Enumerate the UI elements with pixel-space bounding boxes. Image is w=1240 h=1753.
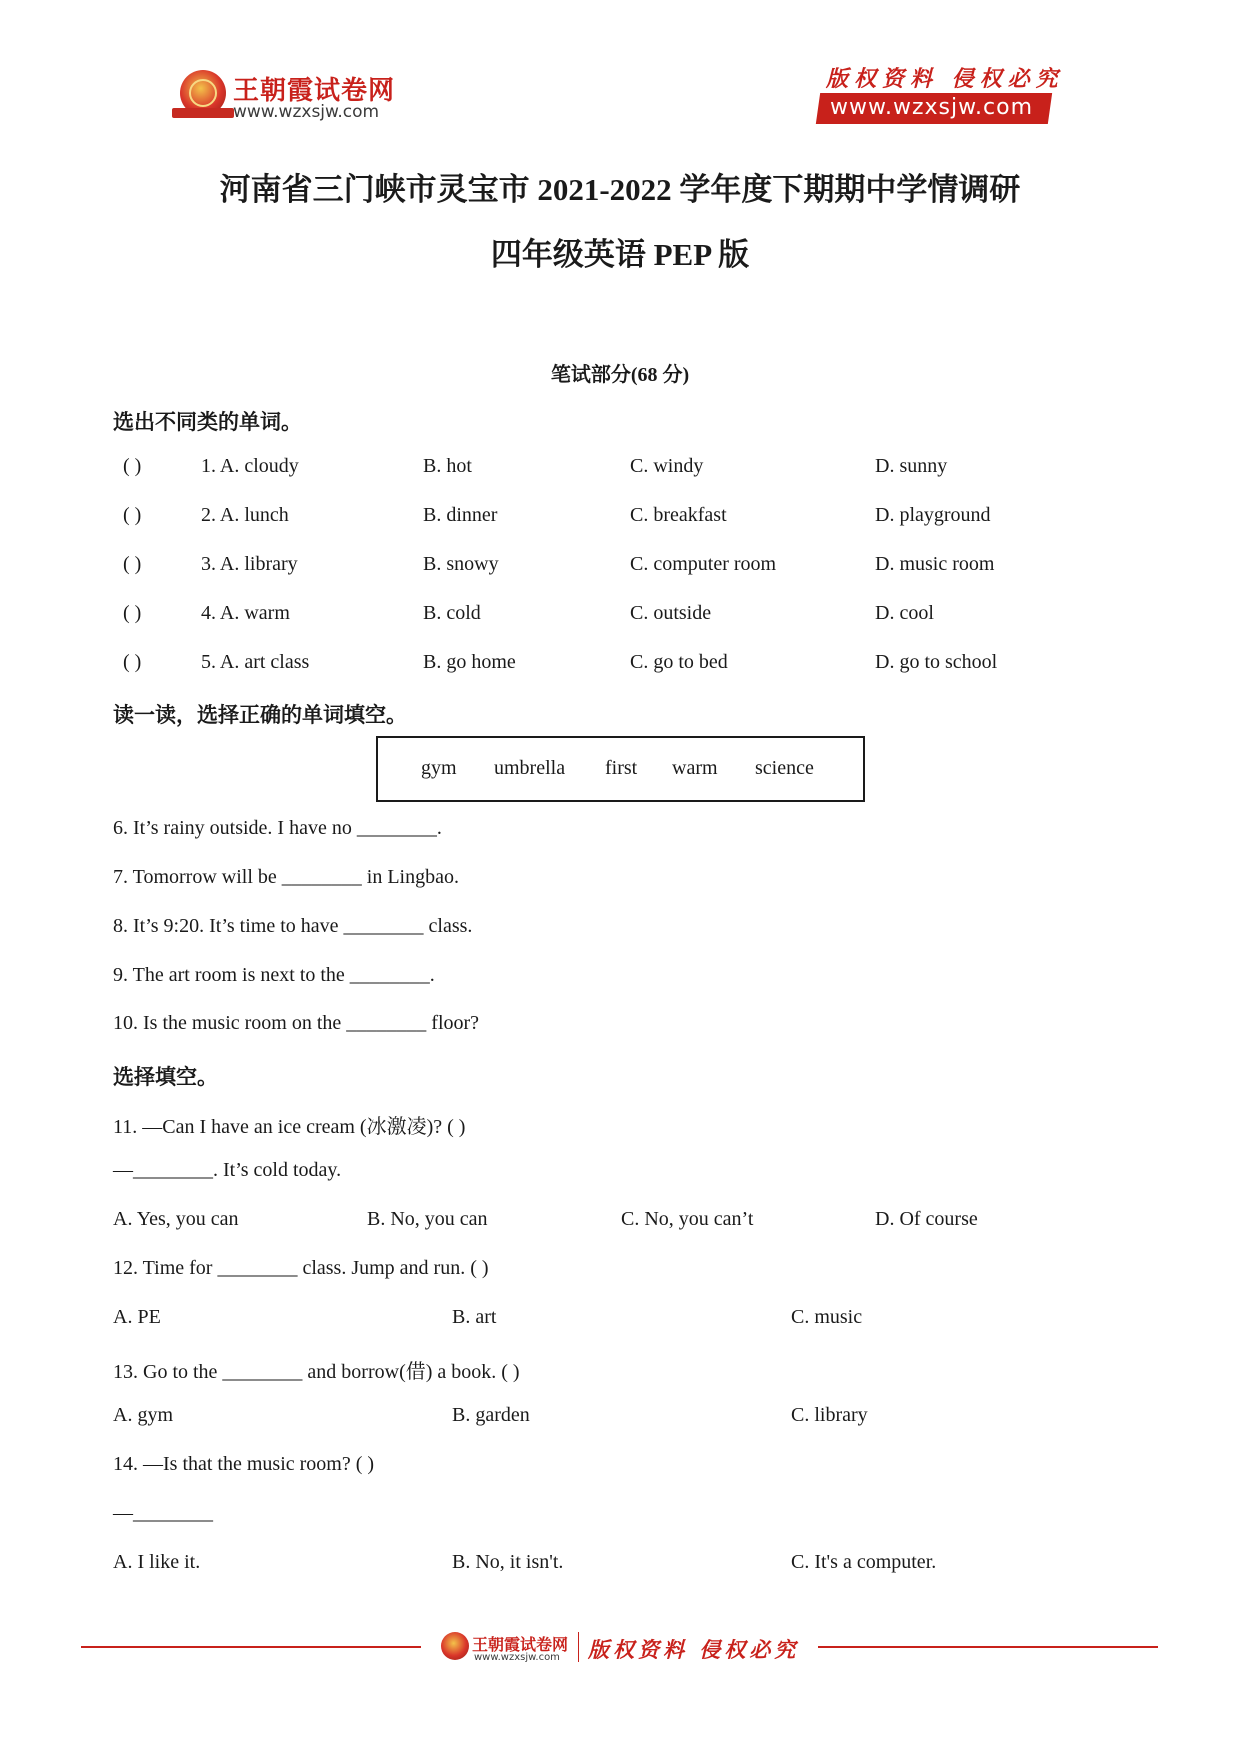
fill-sentence: 7. Tomorrow will be ________ in Lingbao. [113, 866, 459, 888]
page-subtitle: 四年级英语 PEP 版 [490, 237, 750, 272]
logo-url: www.wzxsjw.com [233, 102, 380, 122]
copyright-slogan: 版权资料 侵权必究 [826, 66, 1064, 92]
footer-logo-url: www.wzxsjw.com [474, 1652, 560, 1663]
answer-line: —________ [113, 1502, 213, 1524]
option-a: 5. A. art class [201, 651, 310, 673]
footer-divider [578, 1632, 579, 1662]
word-bank-item: science [755, 757, 814, 779]
page-title: 河南省三门峡市灵宝市 2021-2022 学年度下期期中学情调研 [219, 172, 1021, 207]
question-14: 14. —Is that the music room? ( ) [113, 1453, 375, 1475]
option-c: C. No, you can’t [621, 1208, 754, 1230]
option-a: A. gym [113, 1404, 173, 1426]
footer-rule-left [81, 1646, 421, 1648]
option-b: B. snowy [423, 553, 499, 575]
option-d: D. playground [875, 504, 991, 526]
question-12: 12. Time for ________ class. Jump and run. ( ) [113, 1257, 489, 1279]
fill-sentence: 9. The art room is next to the ________. [113, 964, 435, 986]
option-b: B. cold [423, 602, 481, 624]
option-b: B. hot [423, 455, 472, 477]
word-bank-item: warm [672, 757, 718, 779]
answer-bracket[interactable]: ( ) [123, 651, 142, 673]
option-d: D. go to school [875, 651, 998, 673]
option-a: A. I like it. [113, 1551, 201, 1573]
option-b: B. No, it isn't. [452, 1551, 564, 1573]
option-a: A. PE [113, 1306, 161, 1328]
option-d: D. sunny [875, 455, 948, 477]
option-c: C. go to bed [630, 651, 728, 673]
option-b: B. go home [423, 651, 516, 673]
question-13: 13. Go to the ________ and borrow(借) a book. ( ) [113, 1361, 520, 1383]
option-d: D. cool [875, 602, 934, 624]
option-b: B. garden [452, 1404, 530, 1426]
option-c: C. music [791, 1306, 863, 1328]
part2-heading: 读一读，选择正确的单词填空。 [113, 703, 407, 727]
option-a: 3. A. library [201, 553, 298, 575]
fill-sentence: 8. It’s 9:20. It’s time to have ________ class. [113, 915, 473, 937]
option-a: A. Yes, you can [113, 1208, 239, 1230]
option-c: C. windy [630, 455, 704, 477]
answer-bracket[interactable]: ( ) [123, 553, 142, 575]
part3-heading: 选择填空。 [113, 1065, 218, 1089]
option-c: C. outside [630, 602, 712, 624]
option-b: B. No, you can [367, 1208, 488, 1230]
answer-bracket[interactable]: ( ) [123, 602, 142, 624]
word-bank-item: gym [421, 757, 457, 779]
option-b: B. art [452, 1306, 497, 1328]
question-11: 11. —Can I have an ice cream (冰激凌)? ( ) [113, 1116, 466, 1138]
footer-slogan: 版权资料 侵权必究 [588, 1637, 800, 1662]
option-c: C. library [791, 1404, 868, 1426]
part1-heading: 选出不同类的单词。 [113, 410, 302, 434]
fill-sentence: 10. Is the music room on the ________ floor? [113, 1012, 480, 1034]
written-section-title: 笔试部分(68 分) [550, 364, 690, 386]
option-a: 4. A. warm [201, 602, 290, 624]
logo-ribbon [172, 108, 234, 118]
fill-sentence: 6. It’s rainy outside. I have no ________. [113, 817, 442, 839]
option-d: D. music room [875, 553, 995, 575]
url-badge[interactable]: www.wzxsjw.com [830, 95, 1034, 120]
option-a: 1. A. cloudy [201, 455, 299, 477]
footer-logo-name: 王朝霞试卷网 [472, 1635, 569, 1654]
option-d: D. Of course [875, 1208, 978, 1230]
word-bank-item: first [605, 757, 638, 779]
footer-logo-icon [441, 1632, 469, 1660]
option-b: B. dinner [423, 504, 498, 526]
answer-line: —________. It’s cold today. [113, 1159, 342, 1181]
option-c: C. It's a computer. [791, 1551, 937, 1573]
word-bank-item: umbrella [494, 757, 566, 779]
answer-bracket[interactable]: ( ) [123, 504, 142, 526]
option-c: C. computer room [630, 553, 777, 575]
logo-name: 王朝霞试卷网 [233, 76, 396, 106]
answer-bracket[interactable]: ( ) [123, 455, 142, 477]
footer-rule-right [818, 1646, 1158, 1648]
option-a: 2. A. lunch [201, 504, 289, 526]
option-c: C. breakfast [630, 504, 727, 526]
